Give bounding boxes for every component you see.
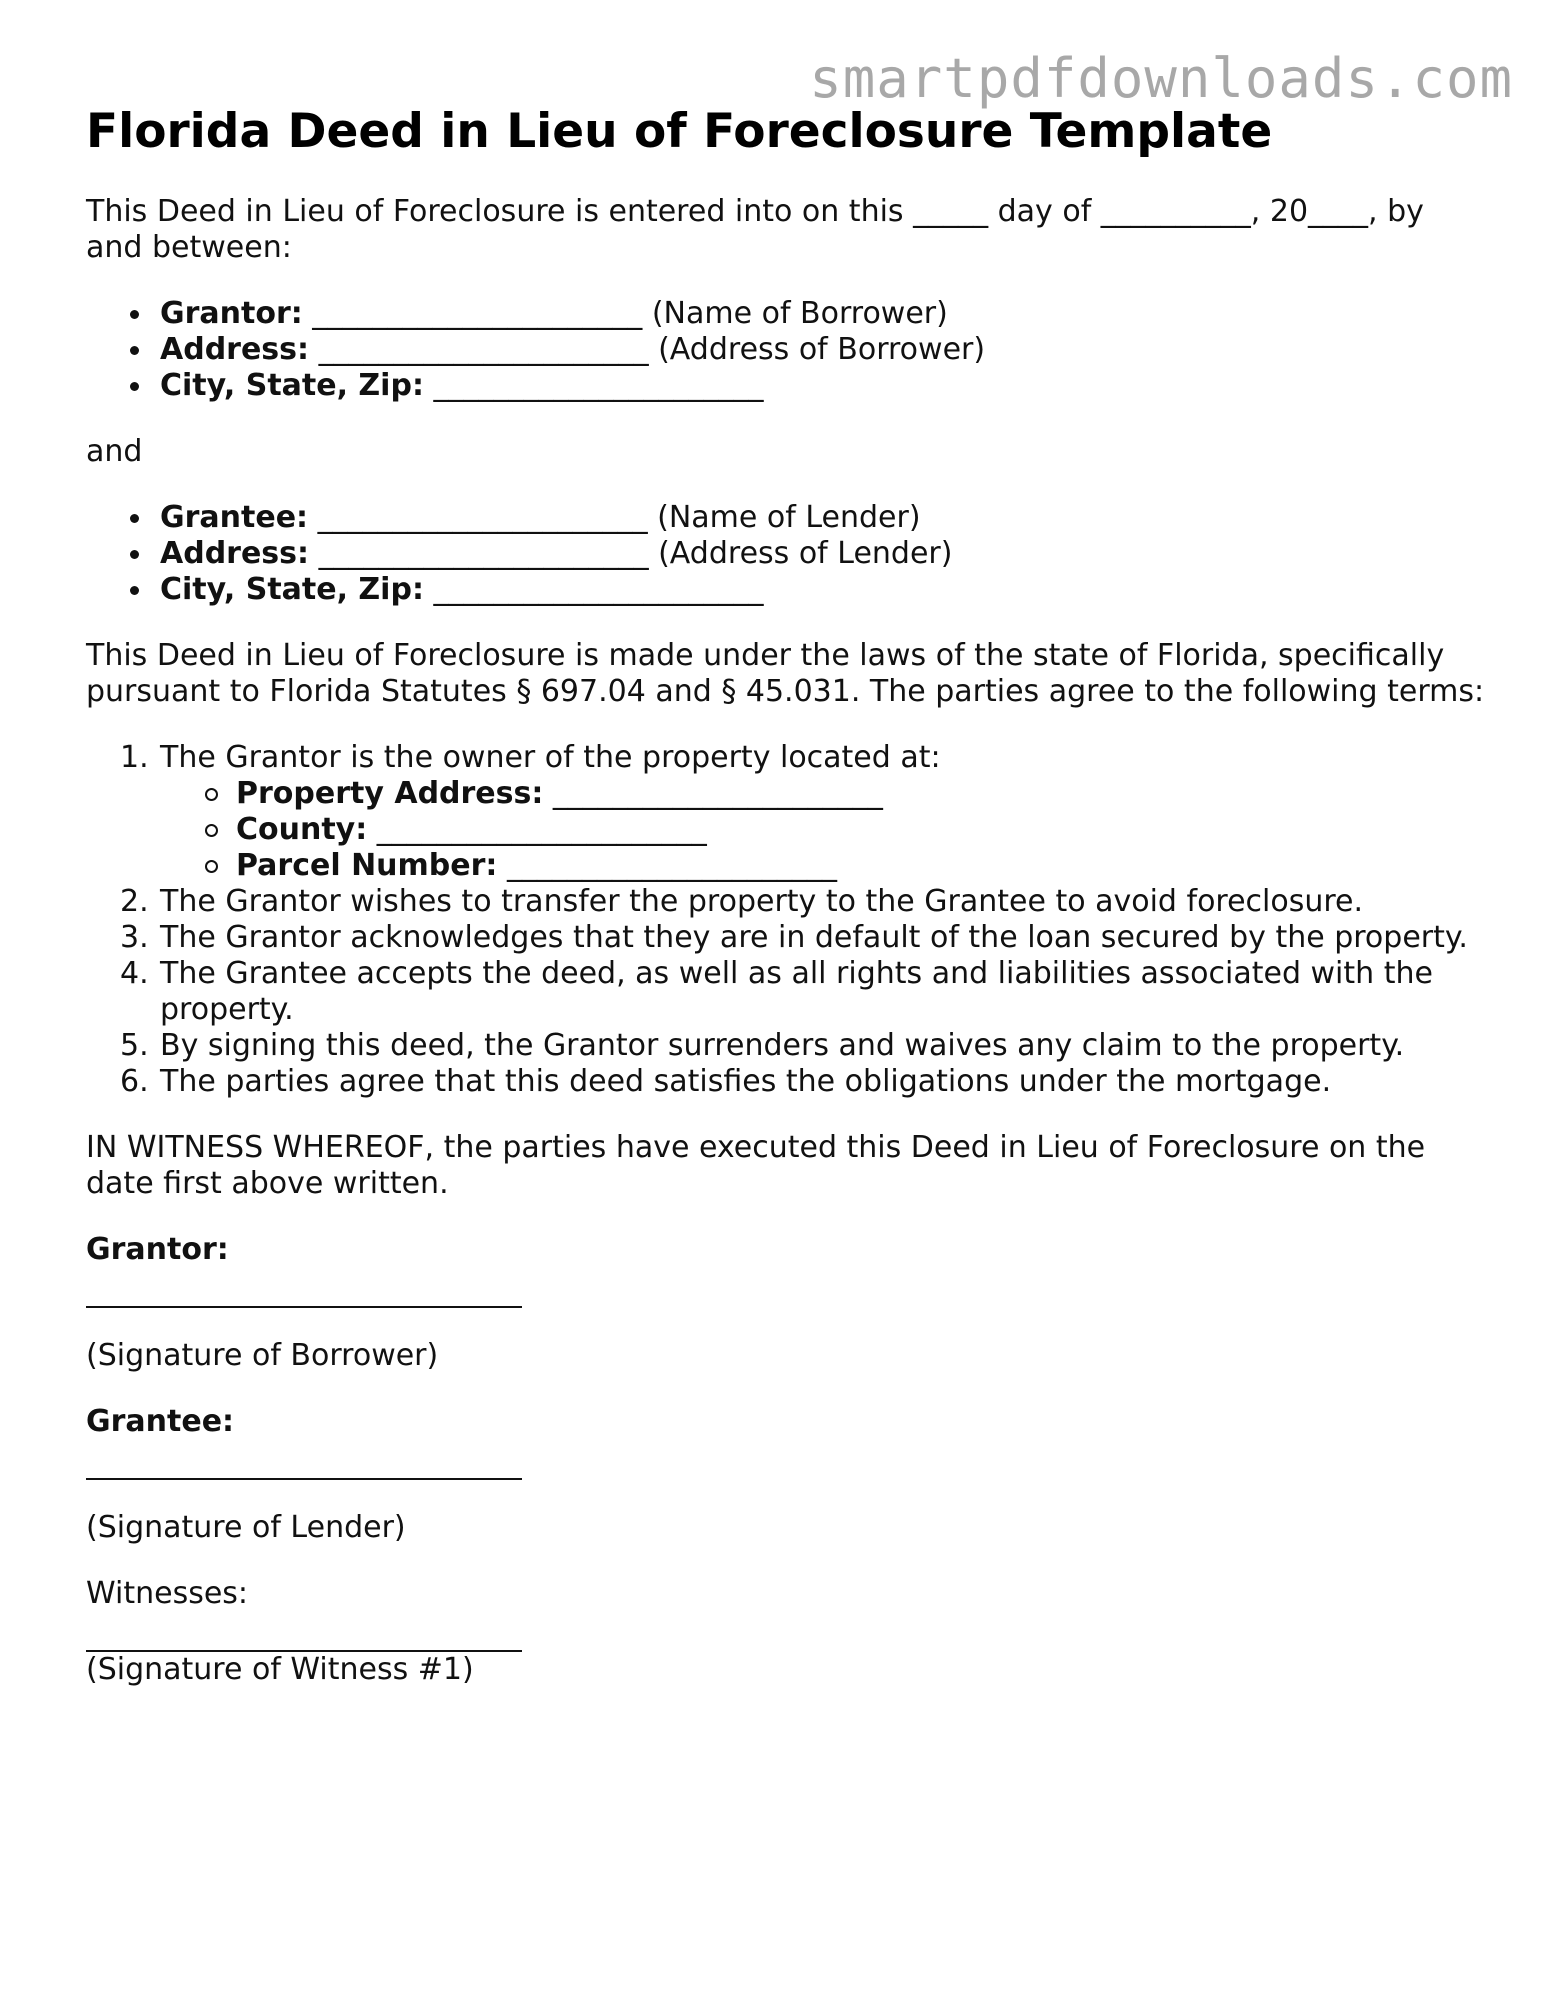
grantee-address-field	[160, 536, 1486, 572]
field-label: City, State, Zip:	[160, 572, 424, 607]
grantee-signature-block	[86, 1404, 1486, 1546]
term-item	[120, 884, 1486, 920]
document-body	[86, 194, 1486, 1718]
term-item	[120, 920, 1486, 956]
grantor-signature-caption: (Signature of Borrower)	[86, 1338, 439, 1373]
county-field	[236, 812, 1486, 848]
grantee-signature-line[interactable]	[86, 1478, 522, 1480]
and-text: and	[86, 434, 143, 469]
document-title: Florida Deed in Lieu of Foreclosure Template	[86, 104, 1273, 159]
field-value: ______________________	[423, 572, 764, 607]
term-text: The Grantor acknowledges that they are in default of the loan secured by the property.	[160, 920, 1468, 955]
field-value: ______________________ (Address of Borrower)	[309, 332, 986, 367]
grantor-fields-list	[86, 296, 1486, 404]
grantor-signature-heading: Grantor:	[86, 1232, 229, 1267]
term-item	[120, 1028, 1486, 1064]
field-value: ______________________ (Name of Lender)	[308, 500, 921, 535]
term-text: The parties agree that this deed satisfies the obligations under the mortgage.	[160, 1064, 1332, 1099]
grantor-address-field	[160, 332, 1486, 368]
field-label: Address:	[160, 332, 310, 367]
term-number: 2.	[120, 884, 149, 919]
term-text: The Grantor is the owner of the property located at:	[160, 740, 941, 775]
witnesses-heading: Witnesses:	[86, 1576, 249, 1611]
grantee-name-field	[160, 500, 1486, 536]
term-number: 4.	[120, 956, 149, 991]
term-number: 5.	[120, 1028, 149, 1063]
grantor-name-field	[160, 296, 1486, 332]
field-label: Property Address:	[236, 776, 544, 811]
term-item	[120, 956, 1486, 1028]
field-label: County:	[236, 812, 368, 847]
term-item	[120, 740, 1486, 884]
term-text: The Grantor wishes to transfer the property to the Grantee to avoid foreclosure.	[160, 884, 1364, 919]
term-text: The Grantee accepts the deed, as well as all rights and liabilities associated with the property.	[160, 956, 1433, 1027]
field-value: ______________________	[497, 848, 837, 883]
property-fields-list	[160, 776, 1486, 884]
grantee-signature-heading: Grantee:	[86, 1404, 235, 1439]
term-number: 3.	[120, 920, 149, 955]
field-label: Address:	[160, 536, 310, 571]
field-label: Parcel Number:	[236, 848, 498, 883]
field-value: ______________________	[423, 368, 764, 403]
law-paragraph: This Deed in Lieu of Foreclosure is made under the laws of the state of Florida, specifically pursuant to Florida Statutes § 697.04 and § 45.031. The parties agree to the following terms:	[86, 638, 1485, 709]
term-number: 6.	[120, 1064, 149, 1099]
field-value: ______________________	[367, 812, 707, 847]
witness1-signature-caption: (Signature of Witness #1)	[86, 1652, 474, 1687]
term-item	[120, 1064, 1486, 1100]
terms-list	[86, 740, 1486, 1100]
term-number: 1.	[120, 740, 149, 775]
field-value: ______________________ (Address of Lender)	[309, 536, 953, 571]
field-label: Grantee:	[160, 500, 309, 535]
grantor-city-state-zip-field	[160, 368, 1486, 404]
witnesses-signature-block	[86, 1576, 1486, 1688]
term-text: By signing this deed, the Grantor surrenders and waives any claim to the property.	[160, 1028, 1405, 1063]
grantee-signature-caption: (Signature of Lender)	[86, 1510, 406, 1545]
field-value: ______________________ (Name of Borrower)	[302, 296, 948, 331]
field-label: City, State, Zip:	[160, 368, 424, 403]
grantee-fields-list	[86, 500, 1486, 608]
witness-clause: IN WITNESS WHEREOF, the parties have executed this Deed in Lieu of Foreclosure on the date first above written.	[86, 1130, 1426, 1201]
parcel-number-field	[236, 848, 1486, 884]
field-value: ______________________	[543, 776, 883, 811]
grantee-city-state-zip-field	[160, 572, 1486, 608]
grantor-signature-block	[86, 1232, 1486, 1374]
intro-paragraph: This Deed in Lieu of Foreclosure is entered into on this _____ day of __________, 20____, by and between:	[86, 194, 1424, 265]
field-label: Grantor:	[160, 296, 303, 331]
property-address-field	[236, 776, 1486, 812]
watermark: smartpdfdownloads.com	[809, 47, 1513, 110]
grantor-signature-line[interactable]	[86, 1306, 522, 1308]
